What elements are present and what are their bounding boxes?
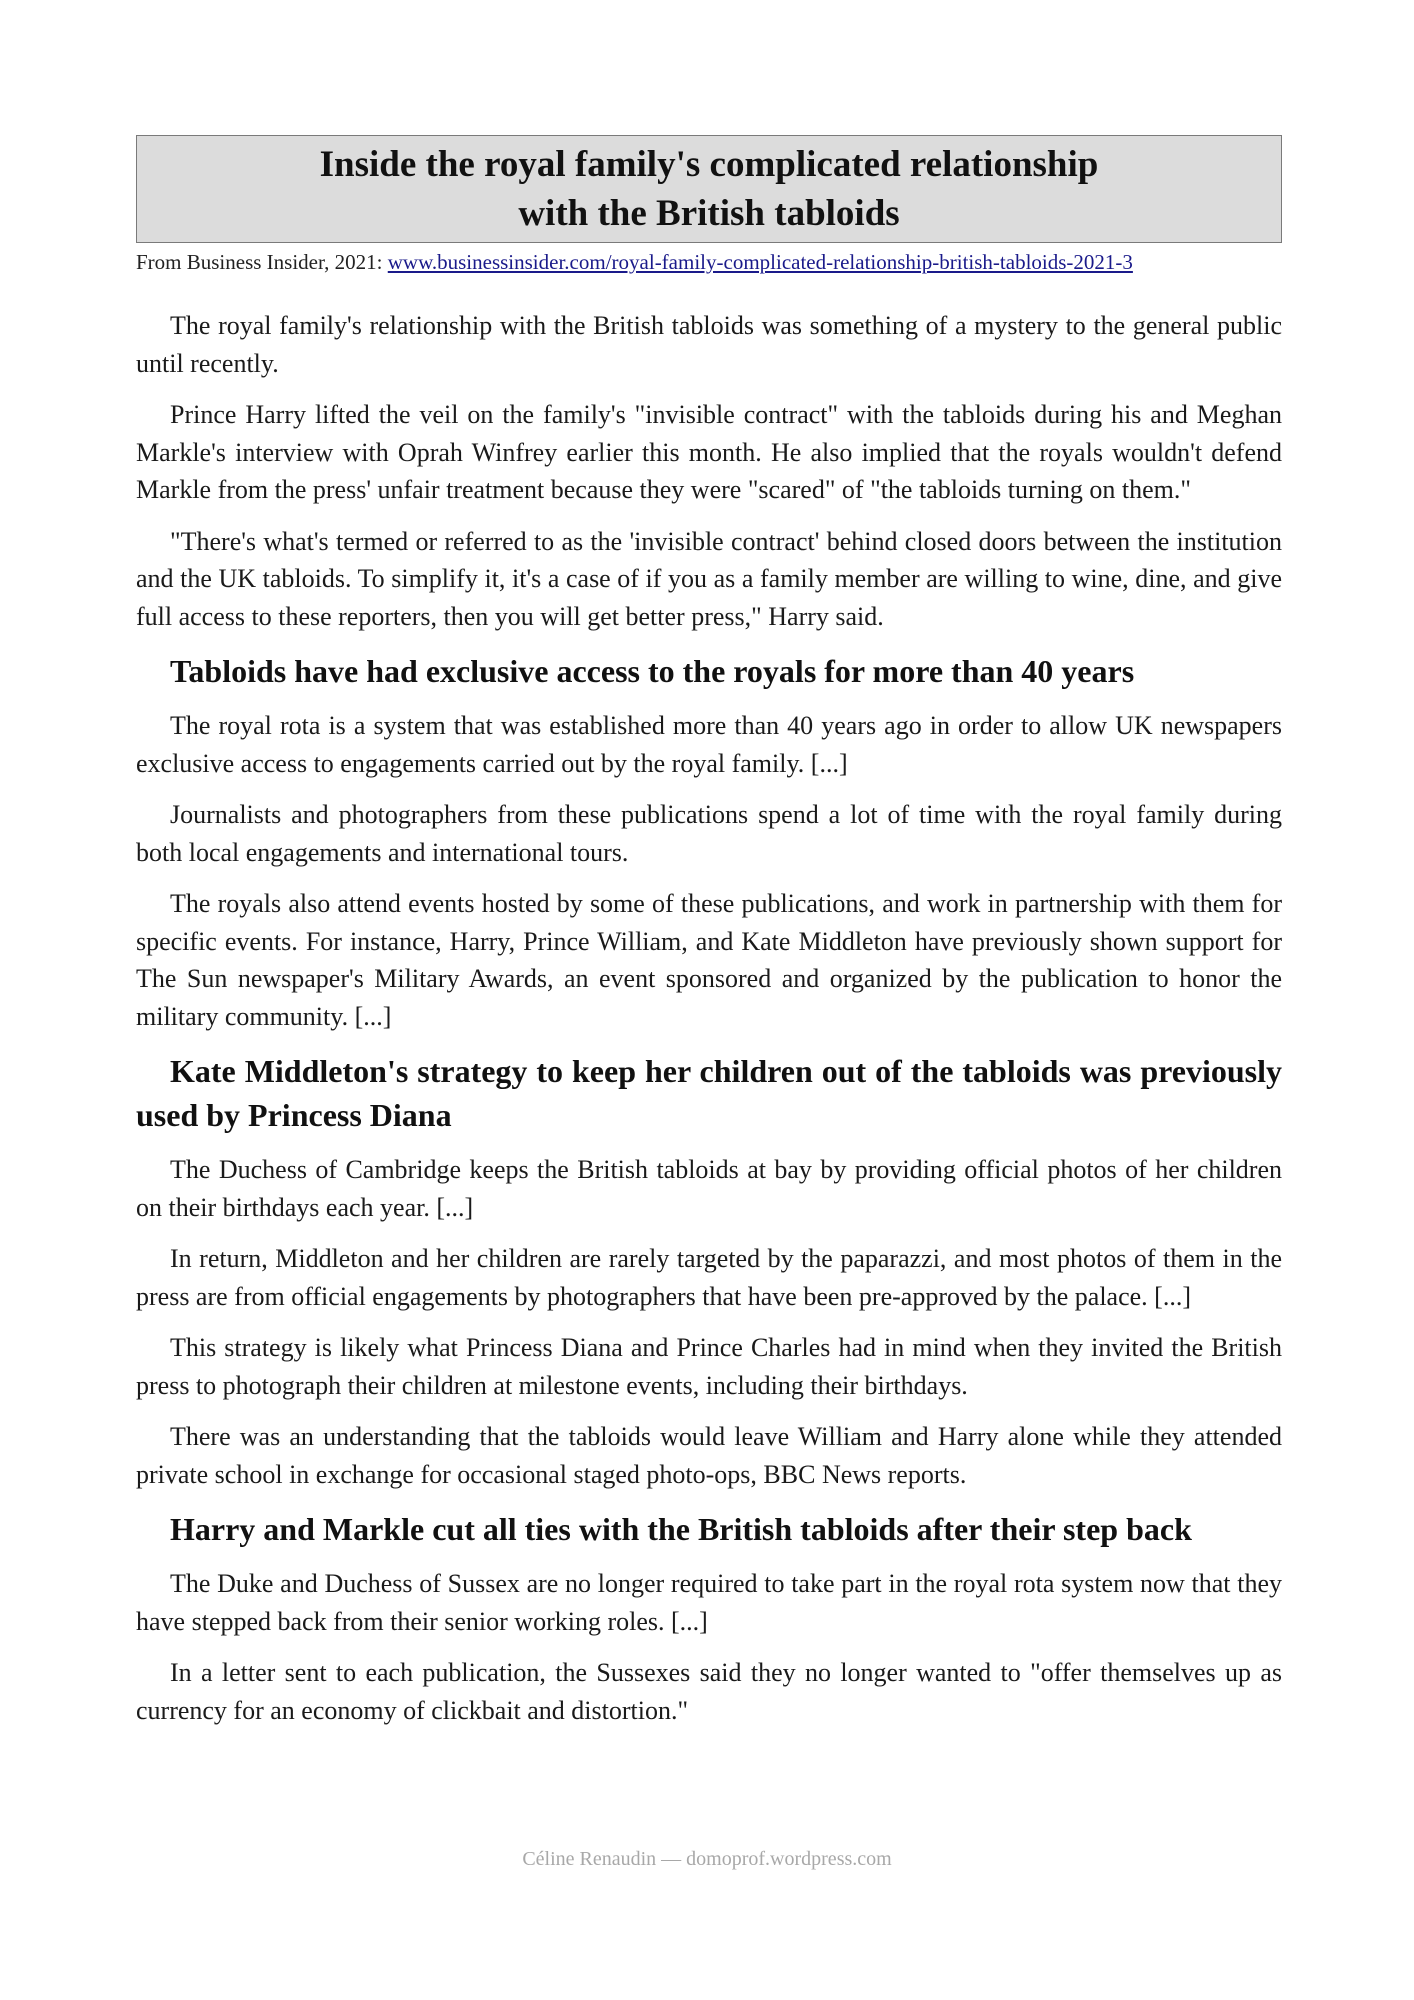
intro-paragraph: "There's what's termed or referred to as the 'invisible contract' behind closed doors between the institution and the UK tabloids. To simplify it, it's a case of if you as a family member are willing to wine, dine, and give full access to these reporters, then you will get better press," Harry said.	[136, 526, 1282, 631]
section-paragraph: Journalists and photographers from these publications spend a lot of time with the royal family during both local engagements and international tours.	[136, 800, 1282, 867]
source-prefix: From Business Insider, 2021:	[136, 250, 383, 274]
section-paragraph: The Duke and Duchess of Sussex are no longer required to take part in the royal rota system now that they have stepped back from their senior working roles. [...]	[136, 1569, 1282, 1636]
title-line-1: Inside the royal family's complicated relationship	[319, 144, 1099, 185]
intro-paragraph: The royal family's relationship with the British tabloids was something of a mystery to the general public until recently.	[136, 311, 1282, 378]
section-paragraph: There was an understanding that the tabloids would leave William and Harry alone while they attended private school in exchange for occasional staged photo-ops, BBC News reports.	[136, 1422, 1282, 1489]
section-heading: Tabloids have had exclusive access to the royals for more than 40 years	[170, 653, 1135, 689]
title-line-2: with the British tabloids	[518, 193, 900, 234]
section-heading: Harry and Markle cut all ties with the British tabloids after their step back	[170, 1511, 1192, 1547]
section-heading: Kate Middleton's strategy to keep her children out of the tabloids was previously used by Princess Diana	[136, 1053, 1282, 1133]
footer-credit: Céline Renaudin — domoprof.wordpress.com	[522, 1848, 892, 1870]
section-paragraph: The royal rota is a system that was established more than 40 years ago in order to allow UK newspapers exclusive access to engagements carried out by the royal family. [...]	[136, 711, 1282, 778]
section-paragraph: In return, Middleton and her children are rarely targeted by the paparazzi, and most photos of them in the press are from official engagements by photographers that have been pre-approved by the palace. [...]	[136, 1244, 1282, 1311]
intro-paragraph: Prince Harry lifted the veil on the family's "invisible contract" with the tabloids during his and Meghan Markle's interview with Oprah Winfrey earlier this month. He also implied that the royals wouldn't defend Markle from the press' unfair treatment because they were "scared" of "the tabloids turning on them."	[136, 400, 1282, 504]
section-paragraph: In a letter sent to each publication, the Sussexes said they no longer wanted to "offer themselves up as currency for an economy of clickbait and distortion."	[136, 1658, 1282, 1725]
section-paragraph: The Duchess of Cambridge keeps the British tabloids at bay by providing official photos of her children on their birthdays each year. [...]	[136, 1155, 1282, 1222]
source-line	[136, 249, 1282, 275]
section-paragraph: This strategy is likely what Princess Diana and Prince Charles had in mind when they invited the British press to photograph their children at milestone events, including their birthdays.	[136, 1333, 1282, 1400]
article-body	[136, 307, 1282, 1729]
section-paragraph: The royals also attend events hosted by some of these publications, and work in partnership with them for specific events. For instance, Harry, Prince William, and Kate Middleton have previously shown support for The Sun newspaper's Military Awards, an event sponsored and organized by the publication to honor the military community. [...]	[136, 889, 1282, 1031]
source-link[interactable]: www.businessinsider.com/royal-family-complicated-relationship-british-tabloids-2021-3	[387, 250, 1133, 274]
document-page	[136, 135, 1282, 1743]
title-box	[136, 135, 1282, 243]
